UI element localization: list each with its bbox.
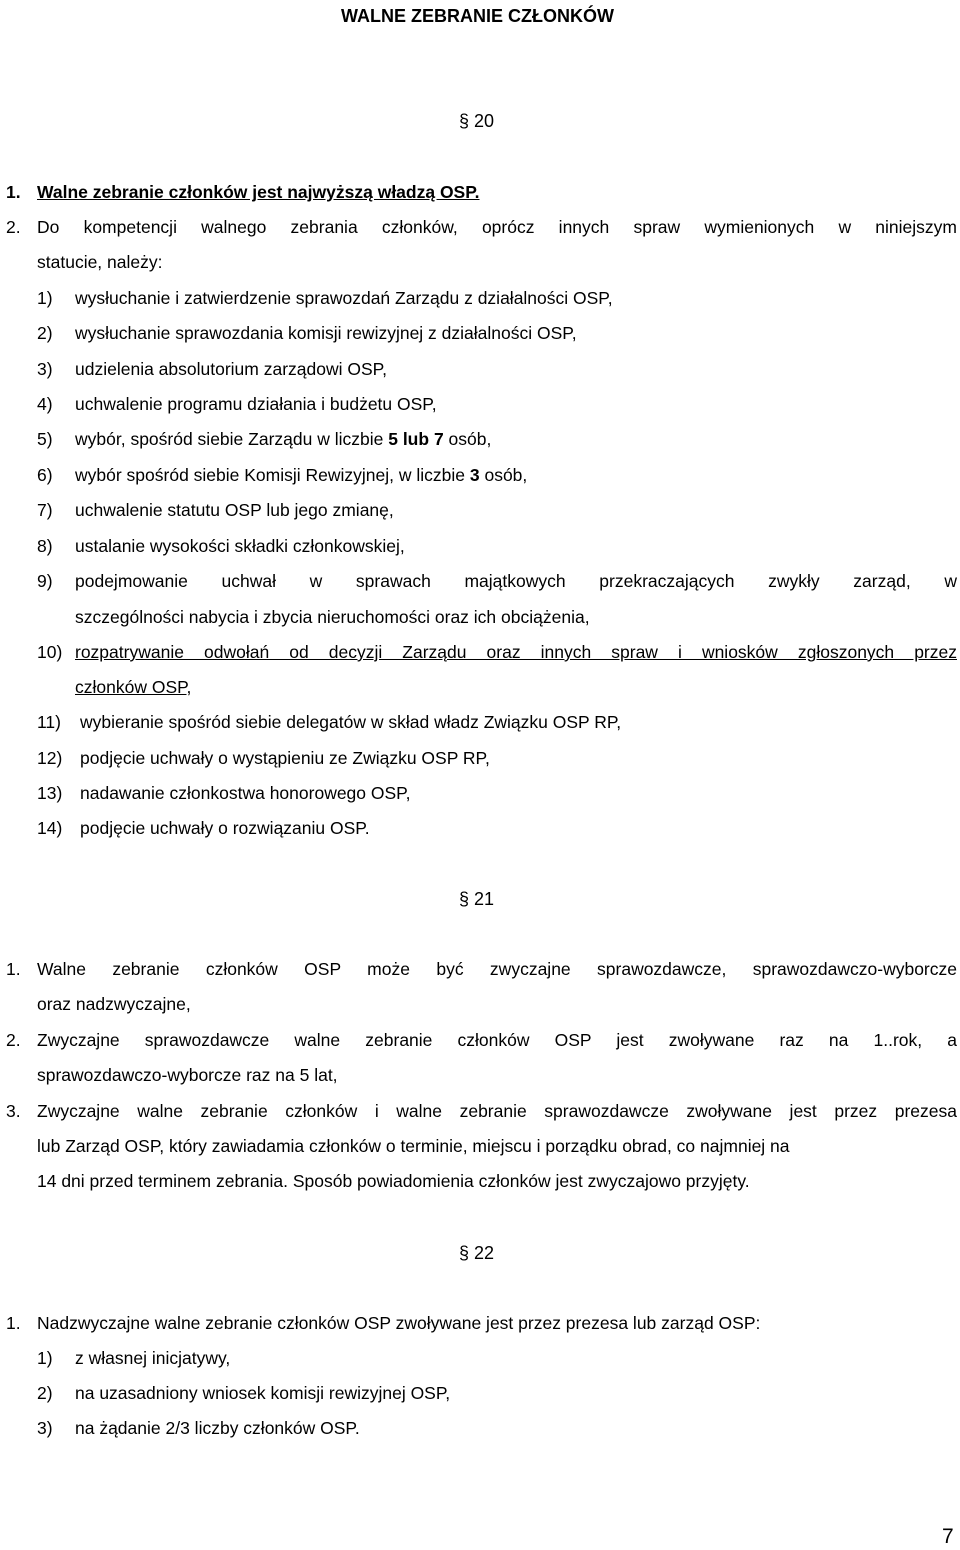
list-item: na uzasadniony wniosek komisji rewizyjnej OSP,	[75, 1383, 451, 1403]
paragraph-number: 1.	[6, 1313, 21, 1333]
list-item-number: 5)	[37, 429, 53, 449]
list-item: nadawanie członkostwa honorowego OSP,	[80, 783, 411, 803]
page-title: WALNE ZEBRANIE CZŁONKÓW	[341, 6, 614, 26]
list-item-number: 10)	[37, 642, 63, 662]
paragraph-text: sprawozdawczo-wyborcze raz na 5 lat,	[37, 1065, 338, 1085]
paragraph-text: statucie, należy:	[37, 252, 163, 272]
list-item-number: 4)	[37, 394, 53, 414]
list-item: wysłuchanie i zatwierdzenie sprawozdań Zarządu z działalności OSP,	[75, 288, 613, 308]
list-item-number: 3)	[37, 359, 53, 379]
list-item: wybór spośród siebie Komisji Rewizyjnej, w liczbie 3 osób,	[75, 465, 528, 485]
list-item: wybór, spośród siebie Zarządu w liczbie 5 lub 7 osób,	[75, 429, 492, 449]
paragraph-text: Zwyczajne walne zebranie członków i walne zebranie sprawozdawcze zwoływane jest przez prezesa	[37, 1101, 957, 1121]
paragraph-number: 2.	[6, 217, 21, 237]
paragraph-text: Walne zebranie członków jest najwyższą władzą OSP.	[37, 182, 480, 202]
paragraph-text: Walne zebranie członków OSP może być zwyczajne sprawozdawcze, sprawozdawczo-wyborcze	[37, 959, 957, 979]
list-item: podjęcie uchwały o wystąpieniu ze Związku OSP RP,	[80, 748, 490, 768]
list-item: podjęcie uchwały o rozwiązaniu OSP.	[80, 818, 370, 838]
list-item-number: 7)	[37, 500, 53, 520]
list-item-number: 12)	[37, 748, 63, 768]
section-heading-21: § 21	[459, 889, 495, 909]
list-item-number: 6)	[37, 465, 53, 485]
list-item: członków OSP,	[75, 677, 192, 697]
paragraph-text: lub Zarząd OSP, który zawiadamia członków o terminie, miejscu i porządku obrad, co najmniej na	[37, 1136, 790, 1156]
list-item: podejmowanie uchwał w sprawach majątkowych przekraczających zwykły zarząd, w	[75, 571, 957, 591]
list-item-number: 1)	[37, 1348, 53, 1368]
list-item-number: 9)	[37, 571, 53, 591]
list-item-number: 3)	[37, 1418, 53, 1438]
list-item: na żądanie 2/3 liczby członków OSP.	[75, 1418, 360, 1438]
paragraph-number: 2.	[6, 1030, 21, 1050]
list-item: ustalanie wysokości składki członkowskiej,	[75, 536, 405, 556]
paragraph-number: 1.	[6, 182, 21, 202]
paragraph-text: Do kompetencji walnego zebrania członków, oprócz innych spraw wymienionych w niniejszym	[37, 217, 957, 237]
list-item: z własnej inicjatywy,	[75, 1348, 231, 1368]
list-item-number: 2)	[37, 1383, 53, 1403]
list-item: wybieranie spośród siebie delegatów w skład władz Związku OSP RP,	[80, 712, 622, 732]
paragraph-number: 3.	[6, 1101, 21, 1121]
list-item: udzielenia absolutorium zarządowi OSP,	[75, 359, 387, 379]
section-heading-20: § 20	[459, 111, 495, 131]
paragraph-text: Zwyczajne sprawozdawcze walne zebranie członków OSP jest zwoływane raz na 1..rok, a	[37, 1030, 957, 1050]
list-item: szczególności nabycia i zbycia nieruchomości oraz ich obciążenia,	[75, 607, 590, 627]
list-item: rozpatrywanie odwołań od decyzji Zarządu oraz innych spraw i wniosków zgłoszonych przez	[75, 642, 957, 662]
list-item-number: 14)	[37, 818, 63, 838]
page-number: 7	[942, 1525, 954, 1548]
list-item: wysłuchanie sprawozdania komisji rewizyjnej z działalności OSP,	[75, 323, 577, 343]
list-item-number: 2)	[37, 323, 53, 343]
list-item-number: 11)	[37, 712, 61, 732]
list-item-number: 8)	[37, 536, 53, 556]
list-item: uchwalenie statutu OSP lub jego zmianę,	[75, 500, 394, 520]
paragraph-text: Nadzwyczajne walne zebranie członków OSP zwoływane jest przez prezesa lub zarząd OSP:	[37, 1313, 761, 1333]
paragraph-text: oraz nadzwyczajne,	[37, 994, 191, 1014]
section-heading-22: § 22	[459, 1243, 495, 1263]
paragraph-number: 1.	[6, 959, 21, 979]
list-item-number: 1)	[37, 288, 53, 308]
paragraph-text: 14 dni przed terminem zebrania. Sposób powiadomienia członków jest zwyczajowo przyjęty.	[37, 1171, 750, 1191]
list-item-number: 13)	[37, 783, 63, 803]
list-item: uchwalenie programu działania i budżetu OSP,	[75, 394, 437, 414]
